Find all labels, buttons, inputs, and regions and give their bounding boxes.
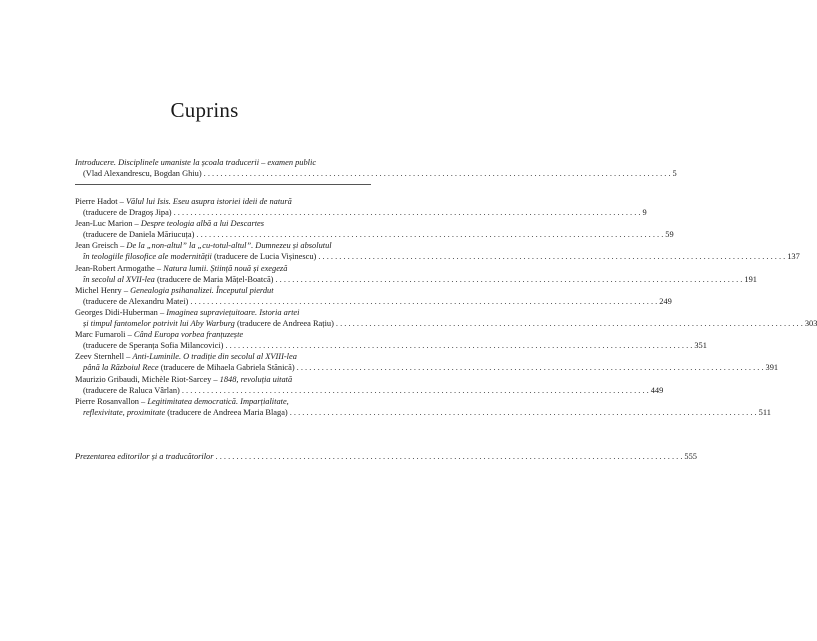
leader-dots xyxy=(204,168,671,179)
entry-translator: (traducere de Dragoș Jipa) xyxy=(83,208,172,218)
entry-work: Imaginea supraviețuitoare. Istoria artei xyxy=(166,307,300,317)
entry-work-cont: până la Războiul Rece xyxy=(83,363,159,373)
leader-dots xyxy=(174,207,641,218)
entry-work: Despre teologia albă a lui Descartes xyxy=(140,219,265,229)
page-number: 555 xyxy=(684,452,697,461)
entry-work: Genealogia psihanalizei. Începutul pierdut xyxy=(130,285,274,295)
entry-work: Vălul lui Isis. Eseu asupra istoriei ideii de natură xyxy=(125,197,292,206)
entry-author: Maurizio Gribaudi, Michèle Riot-Sarcey – xyxy=(75,374,220,384)
toc-entry xyxy=(75,329,707,351)
leader-dots xyxy=(275,274,742,285)
page-number: 191 xyxy=(744,274,757,284)
leader-dots xyxy=(290,407,757,418)
entry-author: Georges Didi-Huberman – xyxy=(75,307,167,317)
toc-list xyxy=(75,196,817,418)
leader-dots xyxy=(196,229,663,240)
leader-dots xyxy=(318,251,785,262)
entry-work-cont: și timpul fantomelor potrivit lui Aby Warburg xyxy=(83,319,235,329)
entry-translator: (traducere de Daniela Măriucuța) xyxy=(83,230,195,240)
intro-authors: (Vlad Alexandrescu, Bogdan Ghiu) xyxy=(83,169,202,179)
entry-translator: (traducere de Alexandru Matei) xyxy=(83,296,189,306)
entry-work: Când Europa vorbea franțuzește xyxy=(133,330,244,340)
page-number: 351 xyxy=(694,341,707,351)
entry-translator: (traducere de Raluca Vârlan) xyxy=(83,385,180,395)
footer-label: Prezentarea editorilor și a traducătorilor xyxy=(75,452,214,461)
entry-work: Anti-Luminile. O tradiție din secolul al XVIII-lea xyxy=(132,352,297,362)
page-number: 391 xyxy=(765,363,779,373)
entry-author: Jean-Robert Armogathe – xyxy=(75,263,164,273)
leader-dots xyxy=(225,340,692,351)
entry-author: Michel Henry – xyxy=(75,285,131,295)
entry-author: Pierre Rosanvallon – xyxy=(75,396,148,406)
leader-dots xyxy=(190,296,657,307)
leader-dots xyxy=(216,451,683,462)
entry-work: Natura lumii. Știință nouă și exegeză xyxy=(163,263,288,273)
page-number: 59 xyxy=(665,230,674,240)
entry-translator: (traducere de Andreea Rațiu) xyxy=(234,319,334,329)
toc-entry xyxy=(75,263,757,285)
entry-translator: (traducere de Lucia Vișinescu) xyxy=(211,252,317,262)
entry-author: Zeev Sternhell – xyxy=(75,352,133,362)
entry-translator: (traducere de Andreea Maria Blaga) xyxy=(165,407,288,417)
page-number: 137 xyxy=(787,252,800,262)
toc-entry xyxy=(75,240,800,262)
entry-work-cont: în secolul al XVII-lea xyxy=(83,274,155,284)
entry-work: Legitimitatea democratică. Imparțialitate, xyxy=(147,396,289,406)
entry-author: Jean Greisch – xyxy=(75,241,127,251)
toc-entry xyxy=(75,374,664,396)
toc-entry xyxy=(75,218,674,240)
intro-entry xyxy=(75,157,677,179)
leader-dots xyxy=(182,385,649,396)
toc-entry xyxy=(75,307,817,329)
entry-author: Jean-Luc Marion – xyxy=(75,219,141,229)
toc-entry xyxy=(75,196,647,218)
page-title: Cuprins xyxy=(170,98,239,122)
entry-author: Pierre Hadot – xyxy=(75,197,126,206)
entry-translator: (traducere de Maria Mățel-Boatcă) xyxy=(154,274,274,284)
page-number: 249 xyxy=(659,296,672,306)
page-number: 449 xyxy=(650,385,664,395)
toc-entry xyxy=(75,285,672,307)
entry-work-cont: reflexivitate, proximitate xyxy=(83,407,166,417)
page-number: 5 xyxy=(672,169,677,179)
toc-entry xyxy=(75,396,771,418)
entry-translator: (traducere de Mihaela Gabriela Stănică) xyxy=(158,363,295,373)
entry-author: Marc Fumaroli – xyxy=(75,330,134,340)
footer-entry xyxy=(75,451,697,462)
entry-work-cont: în teologiile filosofice ale modernității xyxy=(83,252,212,262)
page-number: 9 xyxy=(642,208,647,218)
intro-title: Introducere. Disciplinele umaniste la școala traducerii – examen public xyxy=(75,158,317,167)
entry-work: 1848, revoluția uitată xyxy=(219,374,293,384)
page-number: 511 xyxy=(758,407,771,417)
leader-dots xyxy=(336,318,803,329)
entry-work: De la „non-altul” la „cu-totul-altul”. Dumnezeu și absolutul xyxy=(126,241,332,251)
toc-entry xyxy=(75,351,779,373)
leader-dots xyxy=(297,362,764,373)
divider-rule xyxy=(75,184,371,185)
page-number: 303 xyxy=(804,319,817,329)
entry-translator: (traducere de Speranța Sofia Milancovici) xyxy=(83,341,224,351)
